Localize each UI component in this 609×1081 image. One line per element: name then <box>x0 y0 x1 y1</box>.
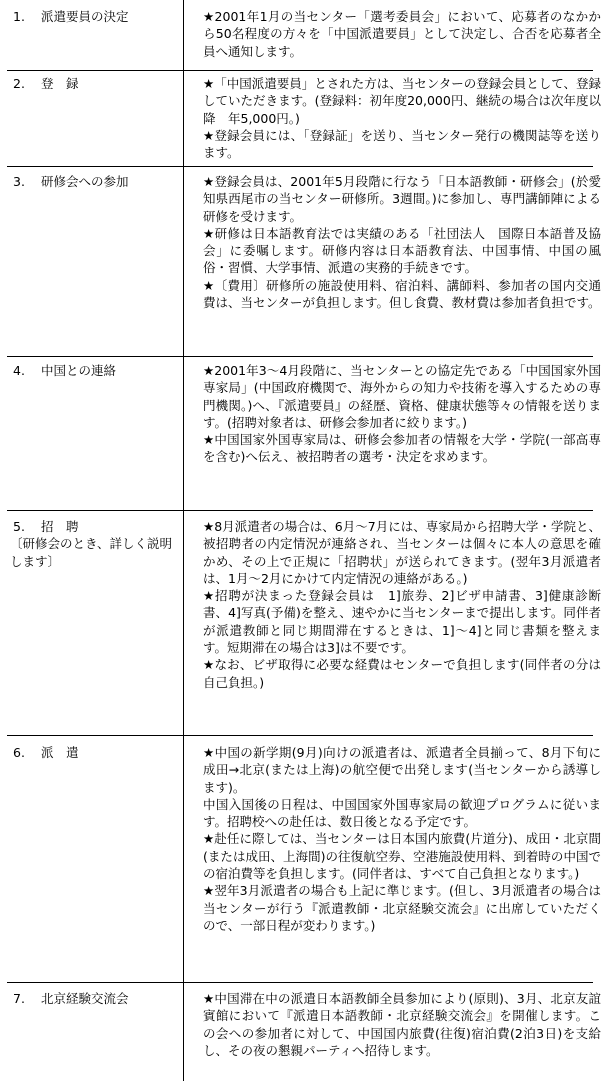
paragraph: ★翌年3月派遣者の場合も上記に準じます。(但し、3月派遣者の場合は当センターが行う『派遣教師・北京経験交流会』に出席していただくので、一部日程が変わります。) <box>203 883 601 933</box>
section-title: 派遣要員の決定 <box>41 9 129 24</box>
paragraph: ★「中国派遣要員」とされた方は、当センターの登録会員として、登録していただきます。(登録料：初年度20,000円、継続の場合は次年度以降 年5,000円。) <box>203 76 601 126</box>
paragraph: ★研修は日本語教育法では実績のある「社団法人 国際日本語普及協会」に委嘱します。研修内容は日本語教育法、中国事情、中国の風俗・習慣、大学事情、派遣の実務的手続きです。 <box>203 225 601 276</box>
section-body <box>203 990 601 1059</box>
section-rule <box>7 510 593 511</box>
section-title: 招 聘 <box>41 519 79 534</box>
section-rule <box>7 982 593 983</box>
section-number: 5. <box>13 519 25 534</box>
paragraph: ★2001年1月の当センター「選考委員会」において、応募者のなかから50名程度の方々を「中国派遣要員」として決定し、合否を応募者全員へ通知します。 <box>203 9 601 59</box>
paragraph: ★招聘が決まった登録会員は 1]旅券、2]ビザ申請書、3]健康診断書、4]写真(予備)を整え、速やかに当センターまで提出します。同伴者が派遣教師と同じ期間滞在するときは、1]～4]と同じ書類を整えます。短期滞在の場合は3]は不要です。 <box>203 588 601 656</box>
column-divider <box>183 0 184 1081</box>
section-body <box>203 8 601 60</box>
section-title: 中国との連絡 <box>41 363 117 378</box>
section-body <box>203 744 601 934</box>
section-number: 3. <box>13 174 25 189</box>
paragraph: ★赴任に際しては、当センターは日本国内旅費(片道分)、成田・北京間(または成田、上海間)の往復航空券、空港施設使用料、到着時の中国での宿泊費等を負担します。(同伴者は、すべて自己負担となります。) <box>203 831 601 882</box>
paragraph: ★なお、ビザ取得に必要な経費はセンターで負担します(同伴者の分は自己負担。) <box>203 657 601 690</box>
paragraph: ★〔費用〕研修所の施設使用料、宿泊料、講師料、参加者の国内交通費は、当センターが負担します。但し食費、教材費は参加者負担です。 <box>203 277 601 311</box>
section-rule <box>7 735 593 736</box>
paragraph: ★2001年3～4月段階に、当センターとの協定先である「中国国家外国専家局」(中国政府機関で、海外からの知力や技術を導入するための専門機関。)へ、『派遣要員』の経歴、資格、健康状態等々の情報を送ります。(招聘対象者は、研修会参加者に絞ります。) <box>203 363 601 430</box>
paragraph: 中国入国後の日程は、中国国家外国専家局の歓迎プログラムに従います。招聘校への赴任は、数日後となる予定です。 <box>203 796 601 830</box>
section-number: 4. <box>13 363 25 378</box>
section-number: 6. <box>13 745 25 760</box>
section-label <box>13 75 181 92</box>
section-title: 登 録 <box>41 76 79 91</box>
section-rule <box>7 356 593 357</box>
paragraph: ★中国滞在中の派遣日本語教師全員参加により(原則)、3月、北京友誼賓館において『派遣日本語教師・北京経験交流会』を開催します。この会への参加者に対して、中国国内旅費(往復)宿泊費(2泊3日)を支給し、その夜の懇親パーティへ招待します。 <box>203 991 601 1058</box>
paragraph: ★中国の新学期(9月)向けの派遣者は、派遣者全員揃って、8月下旬に成田→北京(または上海)の航空便で出発します(当センターから誘導します)。 <box>203 745 601 795</box>
section-number: 1. <box>13 9 25 24</box>
section-label <box>10 518 181 570</box>
section-title: 北京経験交流会 <box>41 991 129 1006</box>
section-number: 2. <box>13 76 25 91</box>
section-body <box>203 75 601 161</box>
section-label <box>13 362 181 379</box>
section-title: 研修会への参加 <box>41 174 129 189</box>
section-body <box>203 173 601 311</box>
section-body <box>203 362 601 466</box>
section-body <box>203 518 601 691</box>
paragraph: ★登録会員は、2001年5月段階に行なう「日本語教師・研修会」(於愛知県西尾市の当センター研修所。3週間。)に参加し、専門講師陣による研修を受けます。 <box>203 174 601 224</box>
section-rule <box>7 70 593 71</box>
paragraph: ★登録会員には、「登録証」を送り、当センター発行の機関誌等を送ります。 <box>203 127 601 161</box>
section-title: 派 遣 <box>41 745 79 760</box>
section-label <box>13 990 181 1007</box>
paragraph: ★中国国家外国専家局は、研修会参加者の情報を大学・学院(一部高専を含む)へ伝え、被招聘者の選考・決定を求めます。 <box>203 432 601 465</box>
section-label <box>13 8 181 25</box>
section-rule <box>7 166 593 167</box>
paragraph: ★8月派遣者の場合は、6月～7月には、専家局から招聘大学・学院と、被招聘者の内定情況が連絡され、当センターは個々に本人の意思を確かめ、その上で正規に「招聘状」が送られてきます。(翌年3月派遣者は、1月～2月にかけて内定情況の連絡がある。) <box>203 519 601 586</box>
section-number: 7. <box>13 991 25 1006</box>
section-label <box>13 173 181 190</box>
section-subtitle: 〔研修会のとき、詳しく説明します〕 <box>10 536 173 569</box>
section-label <box>13 744 181 761</box>
